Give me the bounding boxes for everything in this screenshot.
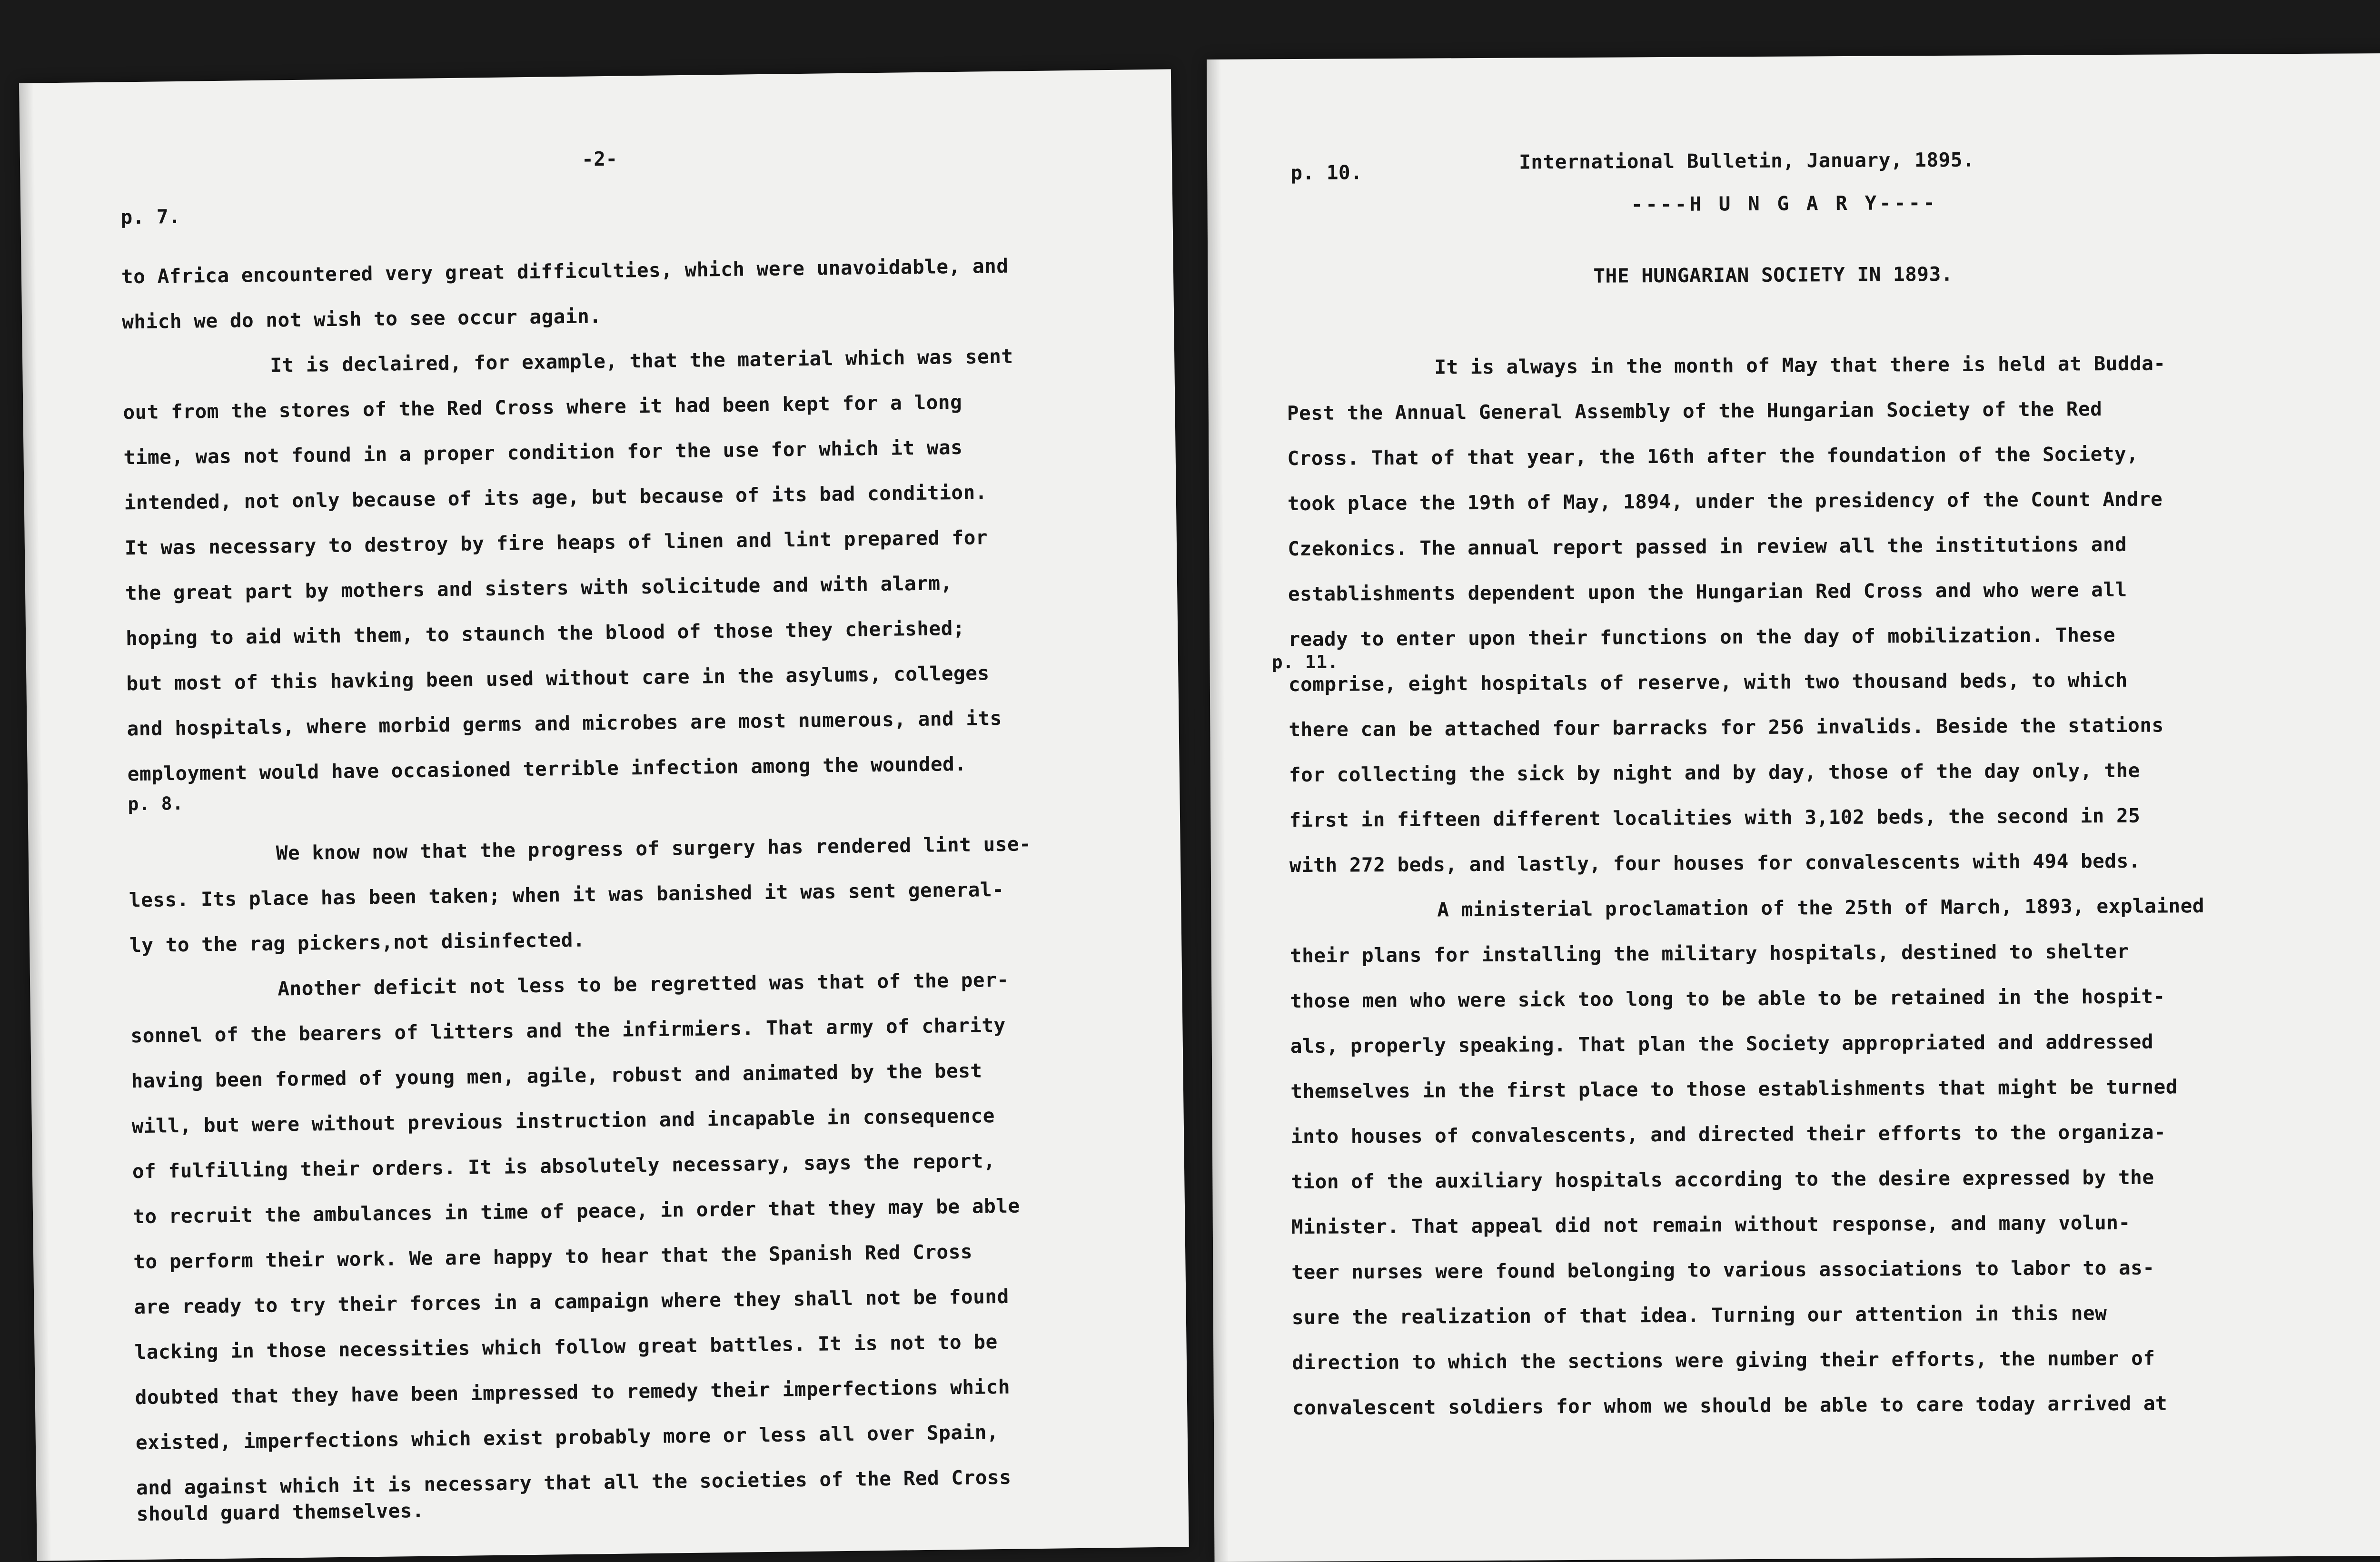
text-line: time, was not found in a proper condition for the use for which it was xyxy=(123,435,963,469)
text-line: intended, not only because of its age, but because of its bad condition. xyxy=(124,481,988,514)
text-line: Another deficit not less to be regretted was that of the per- xyxy=(277,968,1009,1000)
text-line: less. Its place has been taken; when it was banished it was sent general- xyxy=(129,878,1004,912)
text-line: there can be attached four barracks for 256 invalids. Beside the stations xyxy=(1289,713,2164,741)
page-reference: p. 8. xyxy=(128,792,184,815)
text-line: tion of the auxiliary hospitals according to the desire expressed by the xyxy=(1291,1166,2154,1194)
text-line: should guard themselves. xyxy=(136,1499,425,1526)
page-reference: p. 7. xyxy=(120,205,181,229)
country-heading: ----H U N G A R Y---- xyxy=(1631,191,1938,216)
text-line: first in fifteen different localities with 3,102 beds, the second in 25 xyxy=(1289,804,2141,832)
text-line: but most of this havking been used without care in the asylums, colleges xyxy=(126,662,990,695)
text-line: having been formed of young men, agile, robust and animated by the best xyxy=(131,1059,982,1093)
text-line: Cross. That of that year, the 16th after the foundation of the Society, xyxy=(1287,442,2139,470)
text-line: als, properly speaking. That plan the Society appropriated and addressed xyxy=(1290,1030,2154,1058)
page-reference: p. 11. xyxy=(1271,651,1339,673)
text-line: into houses of convalescents, and directed their efforts to the organiza- xyxy=(1290,1120,2166,1148)
text-line: ly to the rag pickers,not disinfected. xyxy=(129,928,585,957)
text-line: themselves in the first place to those establishments that might be turned xyxy=(1290,1075,2178,1103)
text-line: which we do not wish to see occur again. xyxy=(121,305,602,334)
text-line: existed, imperfections which exist probably more or less all over Spain, xyxy=(135,1421,999,1454)
text-line: and hospitals, where morbid germs and microbes are most numerous, and its xyxy=(127,706,1002,741)
text-line: and against which it is necessary that all the societies of the Red Cross xyxy=(136,1465,1012,1500)
text-line: their plans for installing the military hospitals, destined to shelter xyxy=(1289,939,2129,968)
page-reference: p. 10. xyxy=(1290,161,1363,185)
text-line: hoping to aid with them, to staunch the blood of those they cherished; xyxy=(125,616,965,650)
text-line: will, but were without previous instruction and incapable in consequence xyxy=(131,1104,995,1138)
page-edge-shadow xyxy=(1207,59,1229,1562)
text-line: took place the 19th of May, 1894, under the presidency of the Count Andre xyxy=(1287,487,2163,515)
text-line: employment would have occasioned terrible infection among the wounded. xyxy=(127,752,967,786)
right-document-page xyxy=(1207,53,2380,1562)
text-line: Minister. That appeal did not remain without response, and many volun- xyxy=(1291,1211,2131,1239)
text-line: ready to enter upon their functions on the day of mobilization. These xyxy=(1288,623,2116,651)
text-line: to recruit the ambulances in time of peace, in order that they may be able xyxy=(132,1194,1020,1228)
text-line: It is declaired, for example, that the material which was sent xyxy=(269,345,1013,377)
text-line: are ready to try their forces in a campaign where they shall not be found xyxy=(134,1285,1010,1319)
text-line: with 272 beds, and lastly, four houses for convalescents with 494 beds. xyxy=(1289,849,2141,877)
text-line: sonnel of the bearers of litters and the infirmiers. That army of charity xyxy=(130,1013,1006,1048)
left-document-page xyxy=(19,69,1189,1561)
text-line: Czekonics. The annual report passed in review all the institutions and xyxy=(1288,533,2127,561)
text-line: comprise, eight hospitals of reserve, with two thousand beds, to which xyxy=(1288,668,2128,696)
text-line: Pest the Annual General Assembly of the Hungarian Society of the Red xyxy=(1287,397,2102,425)
text-line: It is always in the month of May that there is held at Budda- xyxy=(1434,352,2166,379)
text-line: doubted that they have been impressed to remedy their imperfections which xyxy=(135,1375,1011,1409)
text-line: direction to which the sections were giving their efforts, the number of xyxy=(1292,1346,2155,1374)
text-line: A ministerial proclamation of the 25th of March, 1893, explained xyxy=(1437,894,2205,921)
text-line: It was necessary to destroy by fire heaps of linen and lint prepared for xyxy=(124,526,988,560)
text-line: of fulfilling their orders. It is absolutely necessary, says the report, xyxy=(132,1149,996,1183)
bulletin-header: International Bulletin, January, 1895. xyxy=(1519,148,1975,174)
section-title: THE HUNGARIAN SOCIETY IN 1893. xyxy=(1593,262,1954,287)
page-edge-shadow xyxy=(19,83,51,1561)
text-line: teer nurses were found belonging to various associations to labor to as- xyxy=(1291,1256,2155,1284)
text-line: to perform their work. We are happy to hear that the Spanish Red Cross xyxy=(133,1240,973,1274)
text-line: to Africa encountered very great difficulties, which were unavoidable, and xyxy=(121,254,1009,288)
text-line: for collecting the sick by night and by day, those of the day only, the xyxy=(1289,759,2141,787)
text-line: those men who were sick too long to be able to be retained in the hospit- xyxy=(1290,985,2165,1013)
text-line: sure the realization of that idea. Turning our attention in this new xyxy=(1291,1302,2107,1329)
text-line: convalescent soldiers for whom we should be able to care today arrived at xyxy=(1292,1392,2168,1420)
text-line: out from the stores of the Red Cross where it had been kept for a long xyxy=(123,390,962,424)
text-line: the great part by mothers and sisters with solicitude and with alarm, xyxy=(125,572,952,605)
text-line: We know now that the progress of surgery has rendered lint use- xyxy=(276,832,1031,865)
text-line: lacking in those necessities which follow great battles. It is not to be xyxy=(134,1330,998,1364)
text-line: establishments dependent upon the Hungarian Red Cross and who were all xyxy=(1288,578,2127,606)
page-number: -2- xyxy=(581,147,618,171)
